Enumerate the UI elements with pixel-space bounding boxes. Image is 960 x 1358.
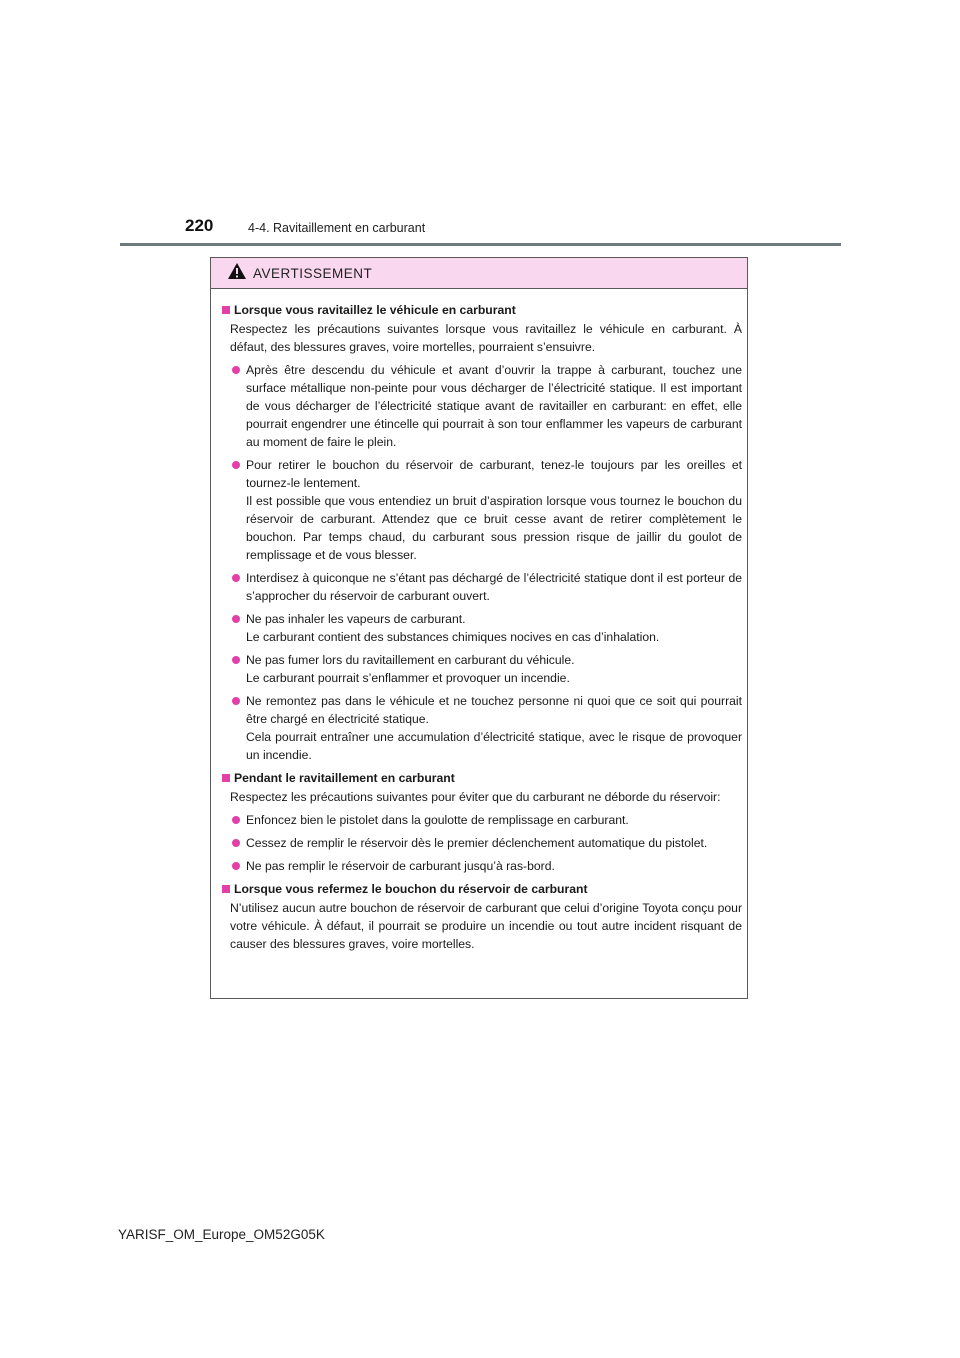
section-intro: Respectez les précautions suivantes pour éviter que du carburant ne déborde du réservoir: [230,790,721,804]
section-heading-text: Lorsque vous ravitaillez le véhicule en carburant [234,303,516,317]
round-bullet-icon [232,656,240,664]
list-item-text [246,857,742,875]
list-item-paragraph: Ne pas inhaler les vapeurs de carburant. [246,612,466,626]
round-bullet-icon [232,839,240,847]
square-bullet-icon [222,885,230,893]
list-item-paragraph: Cessez de remplir le réservoir dès le premier déclenchement automatique du pistolet. [246,836,708,850]
square-bullet-icon [222,306,230,314]
section-heading [219,880,742,898]
list-item-paragraph: Il est possible que vous entendiez un bruit d’aspiration lorsque vous tournez le bouchon du réservoir de carburant. Attendez que ce bruit cesse avant de retirer complètement le bouchon. Par temps chaud, du carburant sous pression risque de jaillir du goulot de remplissage et de vous blesser. [246,494,742,562]
round-bullet-icon [232,816,240,824]
section-heading-text: Lorsque vous refermez le bouchon du réservoir de carburant [234,882,588,896]
list-item-text [246,834,742,852]
section-heading [219,769,742,787]
list-item [219,610,742,646]
round-bullet-icon [232,697,240,705]
warning-section [219,880,742,953]
list-item-text [246,610,742,646]
square-bullet-icon [222,774,230,782]
round-bullet-icon [232,574,240,582]
round-bullet-icon [232,615,240,623]
list-item [219,811,742,829]
list-item-paragraph: Après être descendu du véhicule et avant d’ouvrir la trappe à carburant, touchez une surface métallique non-peinte pour vous décharger de l’électricité statique. Il est important de vous décharger de l’électricité statique avant de ravitailler en carburant: en effet, elle pourrait engendrer une étincelle qui pourrait à son tour enflammer les vapeurs de carburant au moment de faire le plein. [246,363,742,449]
round-bullet-icon [232,461,240,469]
warning-body [211,289,747,953]
list-item-text [246,456,742,564]
list-item-paragraph: Ne pas fumer lors du ravitaillement en carburant du véhicule. [246,653,575,667]
round-bullet-icon [232,862,240,870]
section-heading-text: Pendant le ravitaillement en carburant [234,771,455,785]
list-item-paragraph: Ne remontez pas dans le véhicule et ne touchez personne ni quoi que ce soit qui pourrait être chargé en électricité statique. [246,694,742,726]
list-item-paragraph: Pour retirer le bouchon du réservoir de carburant, tenez-le toujours par les oreilles et tournez-le lentement. [246,458,742,490]
warning-title: AVERTISSEMENT [253,265,373,281]
list-item-text [246,569,742,605]
list-item-paragraph: Le carburant pourrait s’enflammer et provoquer un incendie. [246,671,570,685]
warning-section [219,769,742,875]
warning-header [211,258,747,289]
list-item-paragraph: Interdisez à quiconque ne s’étant pas déchargé de l’électricité statique dont il est porteur de s’approcher du réservoir de carburant ouvert. [246,571,742,603]
list-item [219,456,742,564]
warning-box [210,257,748,999]
section-intro: Respectez les précautions suivantes lorsque vous ravitaillez le véhicule en carburant. À défaut, des blessures graves, voire mortelles, pourraient s’ensuivre. [230,322,742,354]
list-item [219,569,742,605]
document-code: YARISF_OM_Europe_OM52G05K [118,1227,325,1242]
list-item-paragraph: Ne pas remplir le réservoir de carburant jusqu’à ras-bord. [246,859,555,873]
list-item-text [246,651,742,687]
section-heading [219,301,742,319]
warning-section [219,301,742,764]
section-intro: N’utilisez aucun autre bouchon de réservoir de carburant que celui d’origine Toyota conçu pour votre véhicule. À défaut, il pourrait se produire un incendie ou tout autre incident risquant de causer des blessures graves, voire mortelles. [230,901,742,951]
list-item-text [246,361,742,451]
page-number: 220 [185,216,214,235]
list-item [219,651,742,687]
list-item [219,857,742,875]
list-item [219,692,742,764]
list-item-paragraph: Le carburant contient des substances chimiques nocives en cas d’inhalation. [246,630,660,644]
warning-triangle-icon [227,262,247,285]
list-item-text [246,811,742,829]
list-item-text [246,692,742,764]
round-bullet-icon [232,366,240,374]
list-item-paragraph: Cela pourrait entraîner une accumulation d’électricité statique, avec le risque de provoquer un incendie. [246,730,742,762]
list-item [219,834,742,852]
section-title: 4-4. Ravitaillement en carburant [248,221,426,235]
list-item [219,361,742,451]
header-rule [120,243,841,246]
list-item-paragraph: Enfoncez bien le pistolet dans la goulotte de remplissage en carburant. [246,813,629,827]
